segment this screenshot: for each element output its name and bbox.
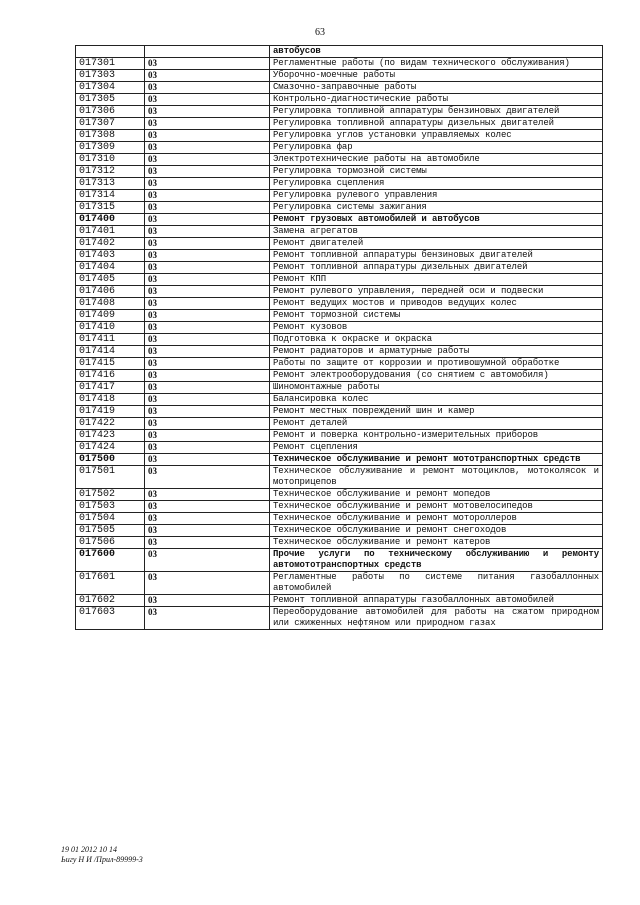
row-number: 03 (145, 118, 270, 130)
row-code: 017308 (76, 130, 145, 142)
row-description: Ремонт радиаторов и арматурные работы (270, 346, 603, 358)
row-code: 017406 (76, 286, 145, 298)
row-number: 03 (145, 334, 270, 346)
row-code: 017504 (76, 513, 145, 525)
table-row (76, 595, 603, 607)
row-description: автобусов (270, 46, 603, 58)
table-row (76, 358, 603, 370)
row-description: Регламентные работы (по видам технического обслуживания) (270, 58, 603, 70)
row-number: 03 (145, 82, 270, 94)
row-code: 017306 (76, 106, 145, 118)
row-number: 03 (145, 322, 270, 334)
row-description: Техническое обслуживание и ремонт мотороллеров (270, 513, 603, 525)
row-number: 03 (145, 58, 270, 70)
row-description: Ремонт кузовов (270, 322, 603, 334)
row-number: 03 (145, 382, 270, 394)
table-row (76, 274, 603, 286)
row-description: Балансировка колес (270, 394, 603, 406)
row-description: Ремонт местных повреждений шин и камер (270, 406, 603, 418)
row-description: Ремонт грузовых автомобилей и автобусов (270, 214, 603, 226)
footer-timestamp: 19 01 2012 10 14 (61, 845, 117, 854)
row-number: 03 (145, 142, 270, 154)
row-description: Подготовка к окраске и окраска (270, 334, 603, 346)
row-description: Ремонт топливной аппаратуры бензиновых двигателей (270, 250, 603, 262)
row-number: 03 (145, 298, 270, 310)
row-code: 017502 (76, 489, 145, 501)
row-description: Ремонт и поверка контрольно-измерительных приборов (270, 430, 603, 442)
row-description: Контрольно-диагностические работы (270, 94, 603, 106)
row-number: 03 (145, 513, 270, 525)
row-code: 017310 (76, 154, 145, 166)
row-description: Переоборудование автомобилей для работы на сжатом природном или сжиженных нефтяном или природном газах (270, 607, 603, 630)
row-code: 017422 (76, 418, 145, 430)
row-code: 017501 (76, 466, 145, 489)
table-row (76, 466, 603, 489)
table-row (76, 370, 603, 382)
row-description: Электротехнические работы на автомобиле (270, 154, 603, 166)
row-number: 03 (145, 572, 270, 595)
table-row (76, 394, 603, 406)
row-description: Ремонт КПП (270, 274, 603, 286)
row-number: 03 (145, 166, 270, 178)
table-row (76, 166, 603, 178)
row-code: 017305 (76, 94, 145, 106)
row-description: Замена агрегатов (270, 226, 603, 238)
table-row (76, 142, 603, 154)
row-number: 03 (145, 238, 270, 250)
table-row (76, 430, 603, 442)
row-number: 03 (145, 226, 270, 238)
row-number: 03 (145, 418, 270, 430)
table-row (76, 489, 603, 501)
table-row (76, 130, 603, 142)
row-number: 03 (145, 394, 270, 406)
row-code: 017506 (76, 537, 145, 549)
table-row (76, 334, 603, 346)
row-number: 03 (145, 214, 270, 226)
table-row (76, 250, 603, 262)
row-code: 017503 (76, 501, 145, 513)
row-number: 03 (145, 70, 270, 82)
table-row (76, 418, 603, 430)
row-number: 03 (145, 537, 270, 549)
row-description: Ремонт двигателей (270, 238, 603, 250)
page-number: 63 (315, 27, 325, 38)
row-code: 017312 (76, 166, 145, 178)
row-code: 017313 (76, 178, 145, 190)
table-row (76, 226, 603, 238)
row-number: 03 (145, 430, 270, 442)
row-number: 03 (145, 549, 270, 572)
row-description: Техническое обслуживание и ремонт мототранспортных средств (270, 454, 603, 466)
row-code: 017410 (76, 322, 145, 334)
row-code: 017602 (76, 595, 145, 607)
row-code: 017418 (76, 394, 145, 406)
table-row (76, 46, 603, 58)
row-code: 017601 (76, 572, 145, 595)
table-row (76, 82, 603, 94)
table-row (76, 202, 603, 214)
row-description: Ремонт тормозной системы (270, 310, 603, 322)
table-row (76, 322, 603, 334)
table-row (76, 154, 603, 166)
table-row (76, 238, 603, 250)
row-description: Смазочно-заправочные работы (270, 82, 603, 94)
row-code: 017400 (76, 214, 145, 226)
row-code: 017404 (76, 262, 145, 274)
row-code: 017402 (76, 238, 145, 250)
row-number: 03 (145, 94, 270, 106)
table-row (76, 310, 603, 322)
row-description: Регулировка тормозной системы (270, 166, 603, 178)
row-description: Техническое обслуживание и ремонт мотоциклов, мотоколясок и мотоприцепов (270, 466, 603, 489)
row-number: 03 (145, 607, 270, 630)
footer-document-id: Ьuгу Н И /Прил-89999-3 (61, 855, 143, 864)
row-code: 017304 (76, 82, 145, 94)
table-row (76, 501, 603, 513)
row-code: 017314 (76, 190, 145, 202)
table-row (76, 346, 603, 358)
row-number: 03 (145, 130, 270, 142)
table-row (76, 190, 603, 202)
row-number: 03 (145, 202, 270, 214)
row-description: Регулировка рулевого управления (270, 190, 603, 202)
table-row (76, 572, 603, 595)
row-number: 03 (145, 250, 270, 262)
row-code: 017424 (76, 442, 145, 454)
row-description: Регулировка системы зажигания (270, 202, 603, 214)
row-number: 03 (145, 310, 270, 322)
row-number: 03 (145, 454, 270, 466)
row-code: 017315 (76, 202, 145, 214)
table-row (76, 454, 603, 466)
row-number: 03 (145, 466, 270, 489)
row-number: 03 (145, 346, 270, 358)
row-number: 03 (145, 370, 270, 382)
row-number: 03 (145, 274, 270, 286)
row-number: 03 (145, 262, 270, 274)
table-row (76, 106, 603, 118)
table-row (76, 94, 603, 106)
table-row (76, 118, 603, 130)
service-codes-table (75, 45, 603, 630)
row-code: 017414 (76, 346, 145, 358)
row-code: 017409 (76, 310, 145, 322)
table-row (76, 298, 603, 310)
table-row (76, 537, 603, 549)
row-description: Ремонт топливной аппаратуры газобаллонных автомобилей (270, 595, 603, 607)
table-row (76, 178, 603, 190)
table-row (76, 607, 603, 630)
row-number (145, 46, 270, 58)
row-code: 017416 (76, 370, 145, 382)
row-number: 03 (145, 190, 270, 202)
row-code: 017405 (76, 274, 145, 286)
row-description: Ремонт рулевого управления, передней оси и подвески (270, 286, 603, 298)
row-description: Регламентные работы по системе питания газобаллонных автомобилей (270, 572, 603, 595)
row-number: 03 (145, 595, 270, 607)
table-row (76, 286, 603, 298)
row-description: Ремонт сцепления (270, 442, 603, 454)
row-description: Прочие услуги по техническому обслуживанию и ремонту автомототранспортных средств (270, 549, 603, 572)
row-code: 017419 (76, 406, 145, 418)
row-number: 03 (145, 106, 270, 118)
row-description: Ремонт ведущих мостов и приводов ведущих колес (270, 298, 603, 310)
row-code: 017307 (76, 118, 145, 130)
row-description: Ремонт электрооборудования (со снятием с автомобиля) (270, 370, 603, 382)
row-code: 017301 (76, 58, 145, 70)
page-footer (61, 845, 143, 865)
row-code: 017417 (76, 382, 145, 394)
row-description: Техническое обслуживание и ремонт мотовелосипедов (270, 501, 603, 513)
row-description: Техническое обслуживание и ремонт мопедов (270, 489, 603, 501)
row-description: Регулировка фар (270, 142, 603, 154)
row-description: Ремонт топливной аппаратуры дизельных двигателей (270, 262, 603, 274)
row-number: 03 (145, 286, 270, 298)
row-code: 017408 (76, 298, 145, 310)
row-code: 017505 (76, 525, 145, 537)
row-number: 03 (145, 406, 270, 418)
row-number: 03 (145, 154, 270, 166)
table-row (76, 262, 603, 274)
row-description: Регулировка углов установки управляемых колес (270, 130, 603, 142)
table-row (76, 382, 603, 394)
row-code: 017303 (76, 70, 145, 82)
table-row (76, 549, 603, 572)
table-row (76, 442, 603, 454)
row-code (76, 46, 145, 58)
row-description: Регулировка топливной аппаратуры дизельных двигателей (270, 118, 603, 130)
row-number: 03 (145, 358, 270, 370)
row-code: 017411 (76, 334, 145, 346)
row-code: 017403 (76, 250, 145, 262)
row-description: Техническое обслуживание и ремонт катеров (270, 537, 603, 549)
row-code: 017600 (76, 549, 145, 572)
row-code: 017423 (76, 430, 145, 442)
row-description: Уборочно-моечные работы (270, 70, 603, 82)
row-number: 03 (145, 489, 270, 501)
row-code: 017415 (76, 358, 145, 370)
row-code: 017603 (76, 607, 145, 630)
row-code: 017500 (76, 454, 145, 466)
row-code: 017401 (76, 226, 145, 238)
row-description: Техническое обслуживание и ремонт снегоходов (270, 525, 603, 537)
row-number: 03 (145, 525, 270, 537)
row-description: Регулировка топливной аппаратуры бензиновых двигателей (270, 106, 603, 118)
row-description: Ремонт деталей (270, 418, 603, 430)
table-row (76, 214, 603, 226)
row-number: 03 (145, 442, 270, 454)
table-row (76, 525, 603, 537)
row-number: 03 (145, 501, 270, 513)
row-description: Регулировка сцепления (270, 178, 603, 190)
table-row (76, 70, 603, 82)
row-code: 017309 (76, 142, 145, 154)
row-number: 03 (145, 178, 270, 190)
table-row (76, 406, 603, 418)
row-description: Шиномонтажные работы (270, 382, 603, 394)
table-row (76, 58, 603, 70)
table-row (76, 513, 603, 525)
row-description: Работы по защите от коррозии и противошумной обработке (270, 358, 603, 370)
